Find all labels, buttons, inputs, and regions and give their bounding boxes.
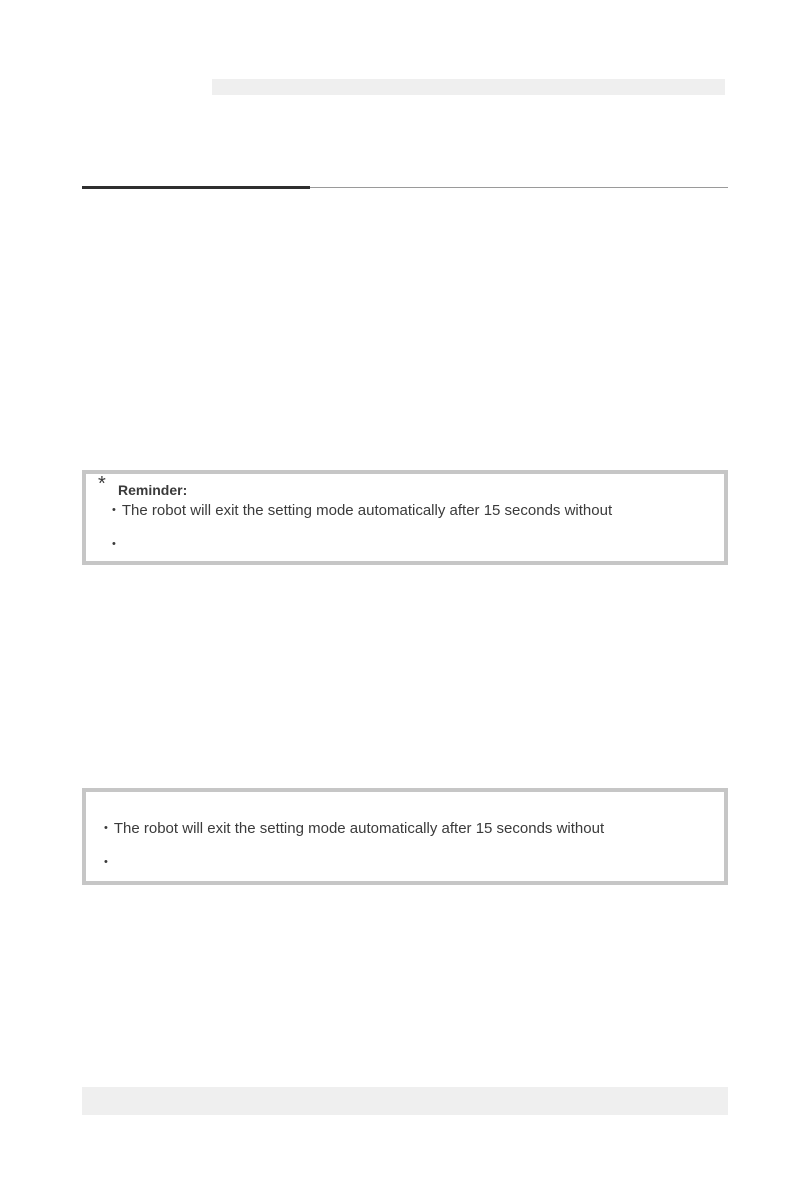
bullet-icon: •: [104, 856, 108, 868]
reminder-bullet: [112, 502, 612, 519]
reminder-bullet-text: The robot will exit the setting mode automatically after 15 seconds without: [113, 820, 605, 837]
reminder-bullet: [112, 536, 122, 553]
asterisk-icon: *: [98, 473, 106, 495]
reminder-box: [82, 470, 728, 565]
bullet-icon: •: [112, 538, 116, 550]
section-divider-accent: [82, 186, 310, 189]
reminder-box-secondary: [82, 788, 728, 885]
reminder-bullet-text: The robot will exit the setting mode automatically after 15 seconds without: [121, 502, 613, 519]
footer-bar: [82, 1087, 728, 1115]
reminder-title: Reminder:: [118, 482, 188, 498]
reminder-bullet: [104, 854, 114, 871]
header-bar: [212, 79, 725, 95]
reminder-bullet: [104, 820, 604, 837]
bullet-icon: •: [104, 822, 108, 834]
bullet-icon: •: [112, 504, 116, 516]
